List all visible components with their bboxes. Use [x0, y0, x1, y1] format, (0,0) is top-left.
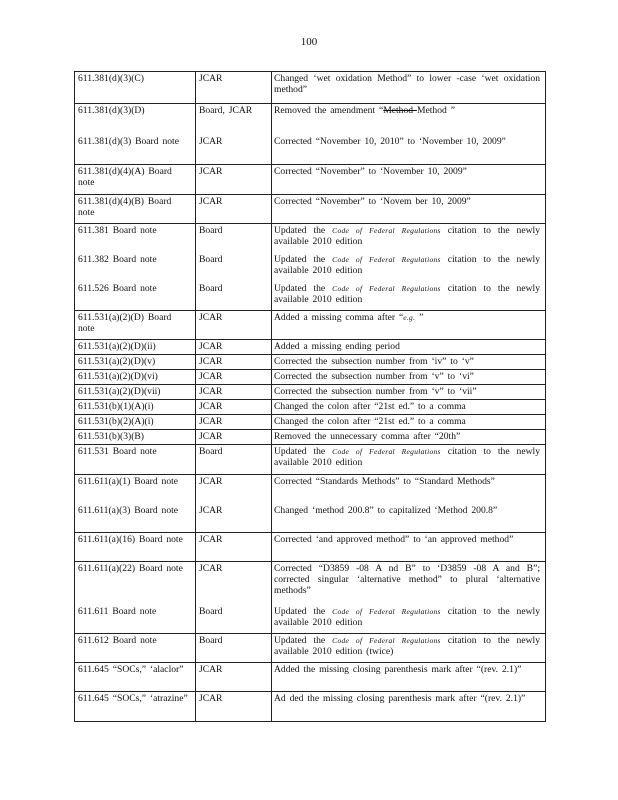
section-cell: 611.381 Board note [75, 224, 196, 253]
cfr-title: Code of Federal Regulations [332, 283, 441, 293]
table-row [75, 104, 546, 135]
table-row [75, 400, 546, 415]
action-cell [272, 282, 546, 311]
source-cell: JCAR [196, 663, 272, 692]
changes-table [74, 71, 546, 722]
section-cell: 611.611(a)(1) Board note [75, 475, 196, 504]
action-text: citation to the newly available 2010 edition [274, 282, 540, 305]
action-cell: Corrected “November” to ‘November 10, 2009” [272, 165, 546, 195]
section-cell: 611.381(d)(4)(A) Board note [75, 165, 196, 195]
action-cell: Removed the unnecessary comma after “20th” [272, 430, 546, 445]
section-cell: 611.531(a)(2)(D)(v) [75, 355, 196, 370]
source-cell: JCAR [196, 692, 272, 722]
source-cell: Board [196, 445, 272, 475]
table-row [75, 533, 546, 562]
action-text: ” [415, 312, 424, 323]
table-row [75, 135, 546, 165]
source-cell: Board [196, 282, 272, 311]
source-cell: JCAR [196, 370, 272, 385]
section-cell: 611.645 “SOCs,” ‘alaclor” [75, 663, 196, 692]
section-cell: 611.381(d)(3) Board note [75, 135, 196, 165]
source-cell: JCAR [196, 195, 272, 224]
section-cell: 611.531(b)(2)(A)(i) [75, 415, 196, 430]
table-row [75, 165, 546, 195]
source-cell: Board [196, 634, 272, 663]
section-cell: 611.531(b)(1)(A)(i) [75, 400, 196, 415]
table-row [75, 224, 546, 253]
table-row [75, 663, 546, 692]
section-cell: 611.382 Board note [75, 253, 196, 282]
section-cell: 611.531(a)(2)(D)(vi) [75, 370, 196, 385]
action-cell: Corrected “November 10, 2010” to ‘November 10, 2009” [272, 135, 546, 165]
table-row [75, 253, 546, 282]
table-row [75, 195, 546, 224]
section-cell: 611.611(a)(3) Board note [75, 504, 196, 533]
action-text: Updated the [274, 605, 333, 617]
action-cell: Corrected “D3859 -08 A nd B” to ‘D3859 -08 A and B”; corrected singular ‘alternative method” to plural ‘alternative methods” [272, 562, 546, 605]
source-cell: JCAR [196, 385, 272, 400]
table-row [75, 340, 546, 355]
action-cell [272, 253, 546, 282]
source-cell: JCAR [196, 562, 272, 605]
source-cell: JCAR [196, 340, 272, 355]
table-row [75, 311, 546, 340]
action-cell: Corrected the subsection number from ‘v” to ‘vi” [272, 370, 546, 385]
section-cell: 611.531(a)(2)(D) Board note [75, 311, 196, 340]
action-text: Updated the [274, 446, 333, 457]
action-text: Updated the [274, 225, 333, 236]
action-cell [272, 104, 546, 135]
cfr-title: Code of Federal Regulations [332, 636, 441, 645]
source-cell: JCAR [196, 311, 272, 340]
cfr-title: Code of Federal Regulations [332, 447, 441, 456]
table-row [75, 475, 546, 504]
source-cell: JCAR [196, 355, 272, 370]
table-row [75, 605, 546, 634]
section-cell: 611.526 Board note [75, 282, 196, 311]
cfr-title: e.g. [403, 313, 416, 322]
table-row [75, 385, 546, 400]
action-cell: Corrected the subsection number from ‘iv” to ‘v” [272, 355, 546, 370]
action-text: Updated the [274, 635, 333, 646]
action-cell: Ad ded the missing closing parenthesis mark after “(rev. 2.1)” [272, 692, 546, 722]
table-row [75, 692, 546, 722]
table-row [75, 430, 546, 445]
action-cell: Changed the colon after “21st ed.” to a comma [272, 415, 546, 430]
section-cell: 611.645 “SOCs,” ‘atrazine” [75, 692, 196, 722]
action-cell [272, 311, 546, 340]
action-text: citation to the newly available 2010 edition (twice) [274, 635, 540, 658]
table-row [75, 504, 546, 533]
section-cell: 611.531(a)(2)(D)(vii) [75, 385, 196, 400]
table-row [75, 445, 546, 475]
action-cell: Changed ‘method 200.8” to capitalized ‘Method 200.8” [272, 504, 546, 533]
table-row [75, 634, 546, 663]
table-row [75, 72, 546, 104]
action-text: citation to the newly available 2010 edition [274, 253, 540, 276]
action-cell: Corrected “Standards Methods” to “Standard Methods” [272, 475, 546, 504]
action-cell [272, 445, 546, 475]
source-cell: JCAR [196, 165, 272, 195]
section-cell: 611.531(a)(2)(D)(ii) [75, 340, 196, 355]
source-cell: Board, JCAR [196, 104, 272, 135]
cfr-title: Code of Federal Regulations [332, 606, 441, 616]
section-cell: 611.381(d)(3)(C) [75, 72, 196, 104]
action-text: citation to the newly available 2010 edition [274, 225, 540, 248]
source-cell: Board [196, 605, 272, 634]
action-cell: Changed the colon after “21st ed.” to a comma [272, 400, 546, 415]
section-cell: 611.531(b)(3)(B) [75, 430, 196, 445]
section-cell: 611.612 Board note [75, 634, 196, 663]
action-text: citation to the newly available 2010 edition [274, 605, 540, 628]
table-row [75, 562, 546, 605]
table-row [75, 282, 546, 311]
source-cell: Board [196, 224, 272, 253]
action-text: Removed the amendment “ [274, 105, 384, 116]
action-text: Updated the [274, 253, 333, 265]
source-cell: JCAR [196, 72, 272, 104]
source-cell: JCAR [196, 430, 272, 445]
table-row [75, 415, 546, 430]
struck-text: Method [383, 105, 417, 116]
table-row [75, 355, 546, 370]
source-cell: JCAR [196, 135, 272, 165]
source-cell: Board [196, 253, 272, 282]
source-cell: JCAR [196, 400, 272, 415]
section-cell: 611.611 Board note [75, 605, 196, 634]
cfr-title: Code of Federal Regulations [332, 226, 441, 235]
action-text: Method ” [416, 105, 455, 116]
action-cell: Corrected the subsection number from ‘v” to ‘vii” [272, 385, 546, 400]
section-cell: 611.611(a)(22) Board note [75, 562, 196, 605]
action-cell: Changed ‘wet oxidation Method” to lower -case ‘wet oxidation method” [272, 72, 546, 104]
action-cell [272, 224, 546, 253]
action-text: Updated the [274, 282, 333, 294]
section-cell: 611.381(d)(3)(D) [75, 104, 196, 135]
action-cell: Added the missing closing parenthesis mark after “(rev. 2.1)” [272, 663, 546, 692]
table-row [75, 370, 546, 385]
page-number: 100 [300, 36, 318, 48]
action-cell: Added a missing ending period [272, 340, 546, 355]
action-cell: Corrected “November” to ‘Novem ber 10, 2009” [272, 195, 546, 224]
section-cell: 611.381(d)(4)(B) Board note [75, 195, 196, 224]
source-cell: JCAR [196, 475, 272, 504]
action-cell: Corrected ‘and approved method” to ‘an approved method” [272, 533, 546, 562]
action-cell [272, 634, 546, 663]
section-cell: 611.531 Board note [75, 445, 196, 475]
source-cell: JCAR [196, 504, 272, 533]
action-cell [272, 605, 546, 634]
action-text: Added a missing comma after “ [274, 312, 404, 323]
source-cell: JCAR [196, 415, 272, 430]
source-cell: JCAR [196, 533, 272, 562]
cfr-title: Code of Federal Regulations [332, 254, 441, 264]
action-text: citation to the newly available 2010 edition [274, 446, 540, 469]
section-cell: 611.611(a)(16) Board note [75, 533, 196, 562]
